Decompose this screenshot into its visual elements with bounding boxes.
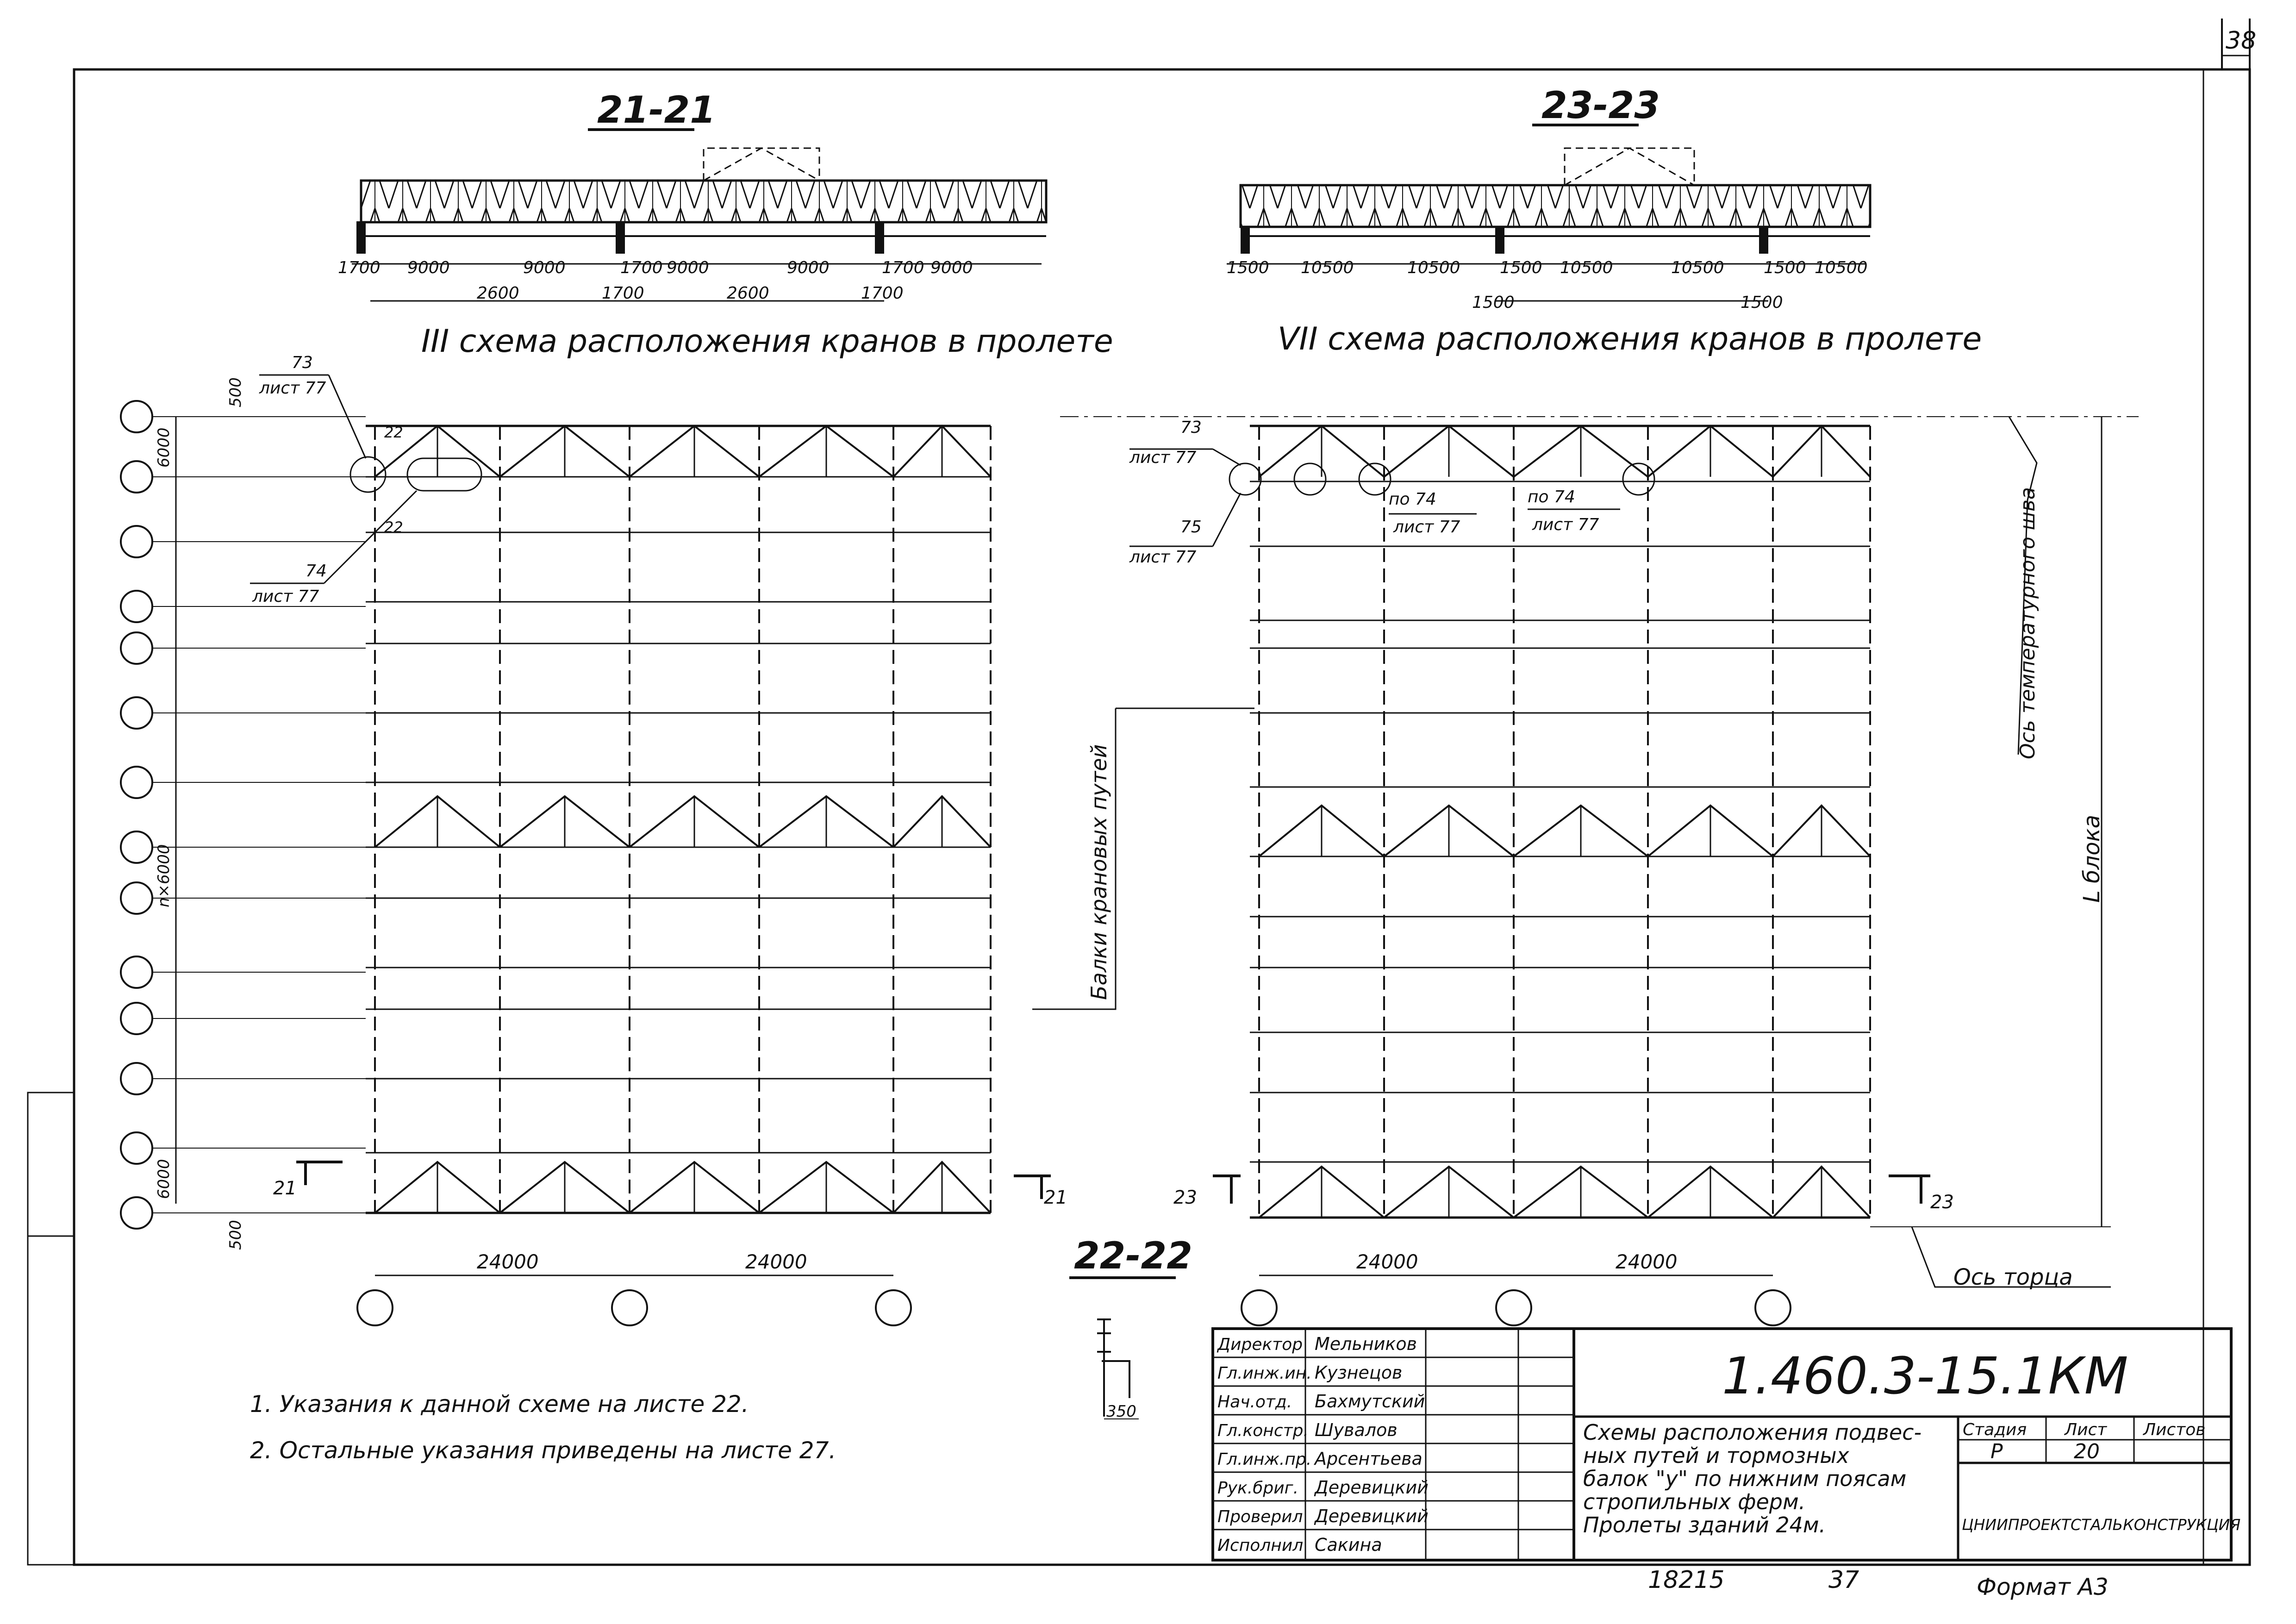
svg-text:10500: 10500 [1815, 258, 1868, 277]
svg-text:Схемы расположения подвес-: Схемы расположения подвес- [1583, 1420, 1922, 1445]
svg-text:1500: 1500 [1764, 258, 1806, 277]
svg-text:ных путей и тормозных: ных путей и тормозных [1583, 1443, 1849, 1468]
stage-value: Р [1990, 1440, 2003, 1463]
section-22-title: 22-22 [1074, 1234, 1192, 1277]
dim-500-bottom: 500 [226, 1220, 245, 1250]
dim-500-top: 500 [226, 377, 245, 407]
section-21-dims-top [338, 258, 973, 277]
label-crane-beams: Балки крановых путей [1086, 744, 1111, 1000]
svg-text:лист 77: лист 77 [252, 587, 319, 606]
svg-text:лист 77: лист 77 [1532, 515, 1599, 534]
cut-21-right: 21 [1044, 1187, 1067, 1208]
svg-text:9000: 9000 [407, 258, 450, 277]
sheets-header: Листов [2143, 1420, 2206, 1439]
dim-n6000: n×6000 [155, 844, 173, 907]
svg-text:1700: 1700 [602, 284, 644, 303]
svg-text:1700: 1700 [620, 258, 663, 277]
section-21-dims-bottom [477, 284, 904, 303]
role-name: Арсентьева [1315, 1449, 1423, 1469]
svg-text:1500: 1500 [1227, 258, 1269, 277]
callout-73: 73 [292, 353, 313, 372]
callout-73-right: 73 [1180, 418, 1202, 437]
left-plan-grid [366, 426, 991, 1213]
svg-text:9000: 9000 [787, 258, 830, 277]
svg-text:лист 77: лист 77 [259, 379, 326, 398]
svg-text:10500: 10500 [1301, 258, 1354, 277]
truss-elevation [361, 181, 1046, 222]
svg-text:10500: 10500 [1560, 258, 1613, 277]
svg-text:10500: 10500 [1407, 258, 1460, 277]
note-1: 1. Указания к данной схеме на листе 22. [250, 1391, 749, 1418]
sheet-header: Лист [2065, 1420, 2107, 1439]
svg-text:Пролеты зданий 24м.: Пролеты зданий 24м. [1583, 1512, 1826, 1537]
scheme-vii-caption: VII схема расположения кранов в пролете [1278, 321, 1982, 357]
role-name: Кузнецов [1315, 1362, 1403, 1383]
label-temp-joint: Ось температурного шва [2016, 487, 2040, 759]
callout-75: 75 [1180, 518, 1202, 537]
svg-text:10500: 10500 [1671, 258, 1724, 277]
sheet-value: 20 [2074, 1440, 2100, 1463]
svg-text:лист 77: лист 77 [1129, 548, 1197, 567]
svg-text:1700: 1700 [338, 258, 381, 277]
svg-text:22: 22 [384, 424, 403, 441]
svg-text:2600: 2600 [727, 284, 769, 303]
truss-elevation-b [1241, 185, 1870, 227]
general-notes [250, 1391, 836, 1464]
callout-74-right-a: по 74 [1389, 490, 1436, 509]
section-23-23 [1227, 84, 1982, 357]
svg-text:стропильных ферм.: стропильных ферм. [1583, 1489, 1806, 1514]
cut-23-right: 23 [1930, 1192, 1954, 1213]
label-block-length: L блока [2079, 814, 2105, 903]
page-number: 37 [1828, 1566, 1859, 1594]
note-2: 2. Остальные указания приведены на листе 27. [250, 1437, 836, 1464]
title-block [1213, 1329, 2240, 1560]
role-label: Рук.бриг. [1217, 1479, 1299, 1498]
role-label: Гл.инж.пр. [1217, 1450, 1312, 1469]
svg-text:лист 77: лист 77 [1393, 518, 1460, 537]
svg-text:1500: 1500 [1500, 258, 1542, 277]
svg-text:1500: 1500 [1741, 293, 1783, 312]
svg-text:1700: 1700 [861, 284, 904, 303]
span-left-2: 24000 [745, 1250, 807, 1273]
svg-text:балок "у" по нижним поясам: балок "у" по нижним поясам [1583, 1466, 1907, 1491]
role-label: Исполнил [1217, 1536, 1304, 1555]
right-plan-grid [1250, 426, 1870, 1218]
svg-text:1700: 1700 [882, 258, 924, 277]
label-end-axis: Ось торца [1953, 1264, 2073, 1290]
role-name: Шувалов [1315, 1420, 1398, 1440]
section-22-22 [1069, 1234, 1192, 1421]
svg-text:22: 22 [384, 518, 403, 536]
section-21-title: 21-21 [597, 88, 716, 131]
callout-74: 74 [306, 562, 327, 581]
span-right-2: 24000 [1616, 1250, 1678, 1273]
callout-74-right-b: по 74 [1528, 487, 1575, 506]
section-23-title: 23-23 [1541, 84, 1660, 127]
organization: ЦНИИПРОЕКТСТАЛЬКОНСТРУКЦИЯ [1962, 1516, 2241, 1534]
stage-header: Стадия [1963, 1420, 2027, 1439]
role-label: Директор [1217, 1335, 1303, 1354]
dim-6000-bottom: 6000 [155, 1159, 173, 1199]
span-left-1: 24000 [477, 1250, 539, 1273]
svg-text:9000: 9000 [523, 258, 566, 277]
cut-23-left: 23 [1173, 1187, 1197, 1208]
role-label: Гл.инж.ин. [1217, 1364, 1312, 1383]
svg-text:9000: 9000 [667, 258, 709, 277]
role-label: Гл.констр. [1217, 1421, 1309, 1440]
role-label: Проверил [1217, 1507, 1303, 1526]
svg-text:2600: 2600 [477, 284, 519, 303]
format-label: Формат А3 [1977, 1574, 2109, 1600]
drawing-description [1583, 1420, 1922, 1537]
section-21-21 [338, 88, 1113, 360]
archive-number: 18215 [1648, 1566, 1725, 1594]
svg-text:лист 77: лист 77 [1129, 448, 1197, 467]
role-label: Нач.отд. [1217, 1393, 1292, 1412]
svg-text:1500: 1500 [1472, 293, 1515, 312]
span-right-1: 24000 [1356, 1250, 1418, 1273]
section-22-dim: 350 [1106, 1402, 1136, 1421]
role-name: Мельников [1315, 1334, 1417, 1354]
role-name: Бахмутский [1315, 1391, 1425, 1412]
role-name: Сакина [1315, 1535, 1382, 1555]
drawing-code: 1.460.3-15.1КМ [1722, 1346, 2128, 1405]
left-plan [121, 353, 1067, 1325]
dim-6000-top: 6000 [155, 427, 173, 468]
role-name: Деревицкий [1315, 1506, 1429, 1526]
page-corner-number: 38 [2226, 27, 2257, 55]
right-plan [1060, 417, 2139, 1325]
left-axis-bubbles [121, 401, 366, 1229]
svg-text:9000: 9000 [930, 258, 973, 277]
role-name: Деревицкий [1315, 1477, 1429, 1498]
cut-21-left: 21 [273, 1178, 297, 1199]
section-23-dims-top [1227, 258, 1868, 277]
title-block-roles [1213, 1334, 1574, 1555]
scheme-iii-caption: III схема расположения кранов в пролете [421, 323, 1113, 360]
